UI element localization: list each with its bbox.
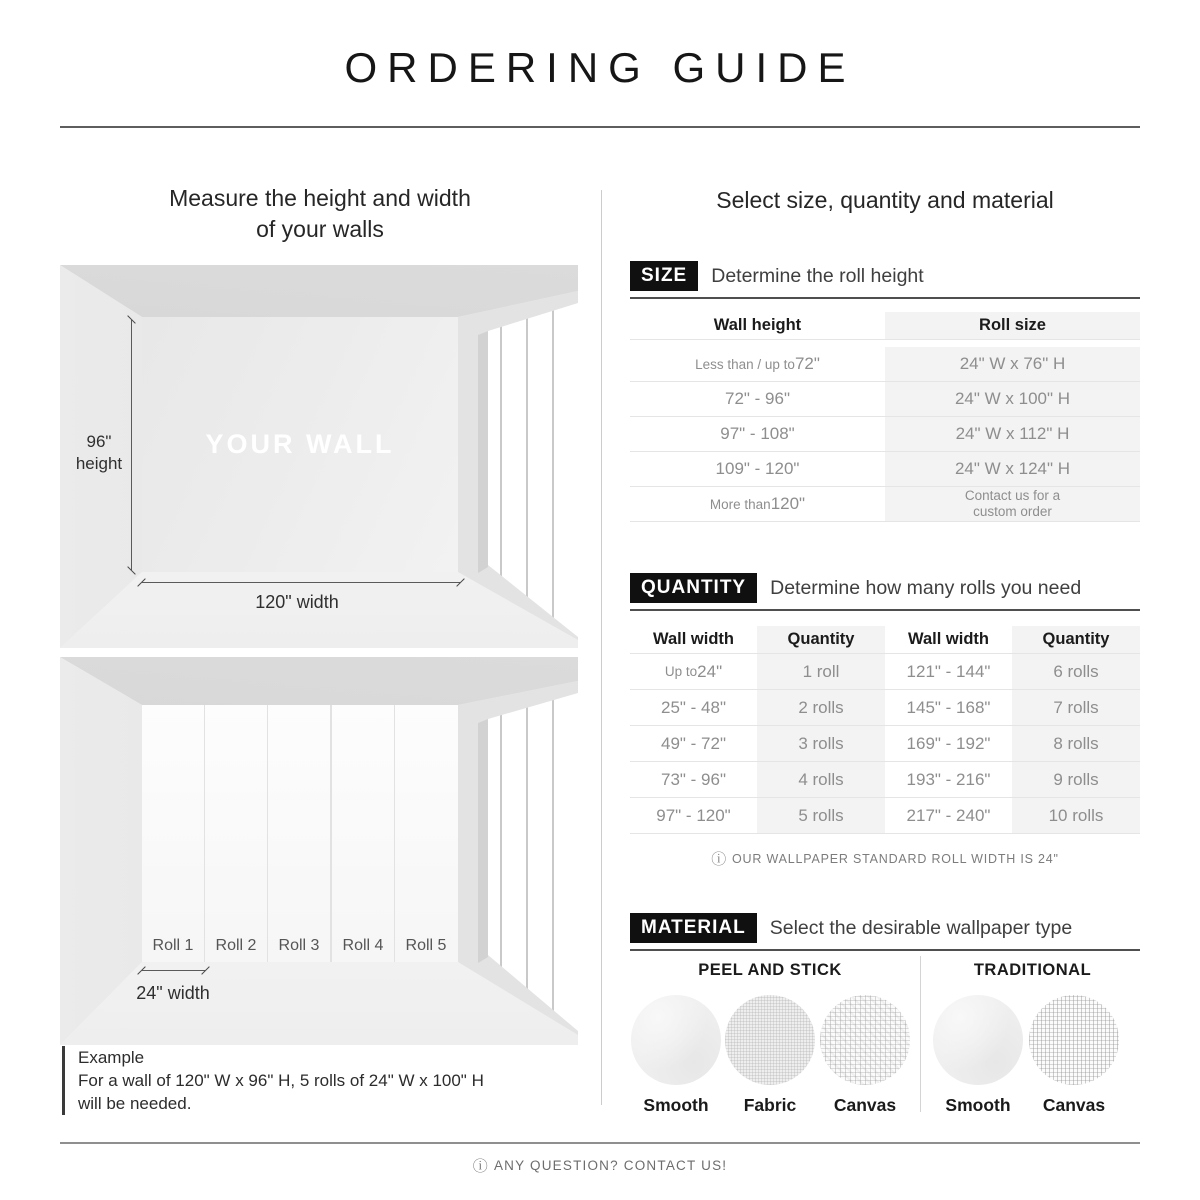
right-column-heading: Select size, quantity and material xyxy=(716,187,1054,213)
qty-cell-quantity: 7 rolls xyxy=(1012,690,1140,726)
size-col-header-wall-height: Wall height xyxy=(630,312,885,340)
size-row-roll xyxy=(885,487,1140,522)
size-badge: SIZE xyxy=(630,261,698,291)
example-heading: Example xyxy=(78,1048,145,1067)
custom-order-line1: Contact us for a xyxy=(964,488,1061,503)
size-row-roll: 24" W x 76" H xyxy=(885,347,1140,382)
roll-panel-2 xyxy=(205,705,267,962)
wall-height-value: 109" - 120" xyxy=(715,459,800,478)
quantity-section-title: Determine how many rolls you need xyxy=(770,576,1082,599)
qty-cell-quantity: 5 rolls xyxy=(757,798,885,834)
roll-label-2: Roll 2 xyxy=(215,937,257,954)
size-row-wall xyxy=(630,452,885,487)
info-icon: ⓘ xyxy=(711,851,728,868)
qty-cell-quantity: 2 rolls xyxy=(757,690,885,726)
qty-cell-wall-width: 193" - 216" xyxy=(885,762,1012,798)
page-title: ORDERING GUIDE xyxy=(344,44,856,91)
qty-cell-wall-width: 97" - 120" xyxy=(630,798,757,834)
custom-order-line2: custom order xyxy=(973,504,1052,519)
material-label-smooth: Smooth xyxy=(945,1095,1011,1115)
qty-cell-wall-width: 73" - 96" xyxy=(630,762,757,798)
height-value: 96" xyxy=(86,432,112,451)
material-group-divider xyxy=(920,956,921,1112)
example-line1: For a wall of 120" W x 96" H, 5 rolls of 24" W x 100" H xyxy=(78,1071,484,1090)
qty-cell-wall-width: 145" - 168" xyxy=(885,690,1012,726)
qty-cell-quantity: 6 rolls xyxy=(1012,654,1140,690)
qty-cell-quantity: 9 rolls xyxy=(1012,762,1140,798)
material-label-fabric: Fabric xyxy=(743,1095,797,1115)
qty-cell-quantity: 1 roll xyxy=(757,654,885,690)
quantity-badge: QUANTITY xyxy=(630,573,757,603)
swatch-peel-fabric xyxy=(725,995,815,1085)
size-section-header xyxy=(630,261,1140,299)
qty-cell-quantity: 3 rolls xyxy=(757,726,885,762)
your-wall-label: YOUR WALL xyxy=(205,429,395,459)
qty-col-header: Quantity xyxy=(757,626,885,654)
qty-cell-wall-width: 217" - 240" xyxy=(885,798,1012,834)
material-label-canvas: Canvas xyxy=(1042,1095,1106,1115)
height-word: height xyxy=(75,454,123,473)
size-row-roll: 24" W x 112" H xyxy=(885,417,1140,452)
qty-cell-wall-width: 25" - 48" xyxy=(630,690,757,726)
left-heading-line2: of your walls xyxy=(256,216,384,242)
material-group-traditional: TRADITIONAL xyxy=(973,961,1092,979)
swatch-peel-canvas xyxy=(820,995,910,1085)
material-section-header xyxy=(630,913,1140,951)
roll-label-3: Roll 3 xyxy=(278,937,320,954)
material-group-peel-and-stick: PEEL AND STICK xyxy=(698,961,842,979)
wall-height-prefix: Less than / up to xyxy=(695,356,795,372)
qty-cell-wall-width: 49" - 72" xyxy=(630,726,757,762)
swatch-traditional-smooth xyxy=(933,995,1023,1085)
roll-panel-3 xyxy=(268,705,330,962)
swatch-traditional-canvas xyxy=(1029,995,1119,1085)
contact-note-text: ANY QUESTION? CONTACT US! xyxy=(493,1158,728,1173)
material-label-canvas: Canvas xyxy=(833,1095,897,1115)
roll-width-note-text: OUR WALLPAPER STANDARD ROLL WIDTH IS 24" xyxy=(732,852,1059,866)
left-heading-line1: Measure the height and width xyxy=(169,185,471,211)
room-illustration-rolls xyxy=(60,657,578,1045)
size-row-wall xyxy=(630,417,885,452)
wall-height-value: 120" xyxy=(770,494,806,513)
bottom-divider xyxy=(60,1142,1140,1144)
roll-width-note xyxy=(630,848,1140,869)
center-divider xyxy=(601,190,602,1105)
roll-panel-5 xyxy=(395,705,458,962)
wall-height-value: 72" - 96" xyxy=(725,389,790,408)
size-row-roll: 24" W x 100" H xyxy=(885,382,1140,417)
qty-cell-quantity: 8 rolls xyxy=(1012,726,1140,762)
size-section-title: Determine the roll height xyxy=(711,264,924,287)
qty-cell-wall-width xyxy=(630,654,757,690)
roll-label-4: Roll 4 xyxy=(342,937,384,954)
roll-panel-4 xyxy=(332,705,394,962)
example-line2: will be needed. xyxy=(78,1094,192,1113)
qty-cell-wall-width: 169" - 192" xyxy=(885,726,1012,762)
qty-col-header: Wall width xyxy=(630,626,757,654)
wall-height-value: 97" - 108" xyxy=(720,424,795,443)
size-col-header-roll-size: Roll size xyxy=(885,312,1140,340)
material-label-smooth: Smooth xyxy=(643,1095,709,1115)
wall-width-prefix: Up to xyxy=(664,664,698,679)
quantity-section-header xyxy=(630,573,1140,611)
your-wall-surface xyxy=(142,317,458,572)
info-icon: ⓘ xyxy=(472,1158,489,1175)
qty-cell-quantity: 10 rolls xyxy=(1012,798,1140,834)
qty-cell-wall-width: 121" - 144" xyxy=(885,654,1012,690)
size-table xyxy=(630,312,1140,522)
material-badge: MATERIAL xyxy=(630,913,757,943)
size-row-wall xyxy=(630,382,885,417)
roll-label-1: Roll 1 xyxy=(152,937,194,954)
wall-height-prefix: More than xyxy=(709,496,771,512)
quantity-table xyxy=(630,626,1140,834)
room-illustration-measure xyxy=(60,265,578,648)
qty-col-header: Wall width xyxy=(885,626,1012,654)
roll-panel-1 xyxy=(142,705,204,962)
example-block xyxy=(62,1046,558,1115)
top-divider xyxy=(60,126,1140,128)
wall-width-value: 24" xyxy=(697,661,723,681)
width-dimension-line xyxy=(142,582,460,583)
swatch-peel-smooth xyxy=(631,995,721,1085)
roll-width-dimension-label: 24" width xyxy=(136,983,210,1003)
width-dimension-label: 120" width xyxy=(255,592,339,612)
left-column-heading xyxy=(60,183,580,245)
wall-height-value: 72" xyxy=(794,354,820,373)
roll-width-dimension-line xyxy=(142,970,205,971)
size-row-roll: 24" W x 124" H xyxy=(885,452,1140,487)
size-row-wall xyxy=(630,487,885,522)
qty-cell-quantity: 4 rolls xyxy=(757,762,885,798)
qty-col-header: Quantity xyxy=(1012,626,1140,654)
size-row-wall xyxy=(630,347,885,382)
height-dimension-label xyxy=(66,431,132,475)
roll-label-5: Roll 5 xyxy=(405,937,447,954)
contact-note xyxy=(0,1155,1200,1176)
material-section-title: Select the desirable wallpaper type xyxy=(769,916,1073,939)
